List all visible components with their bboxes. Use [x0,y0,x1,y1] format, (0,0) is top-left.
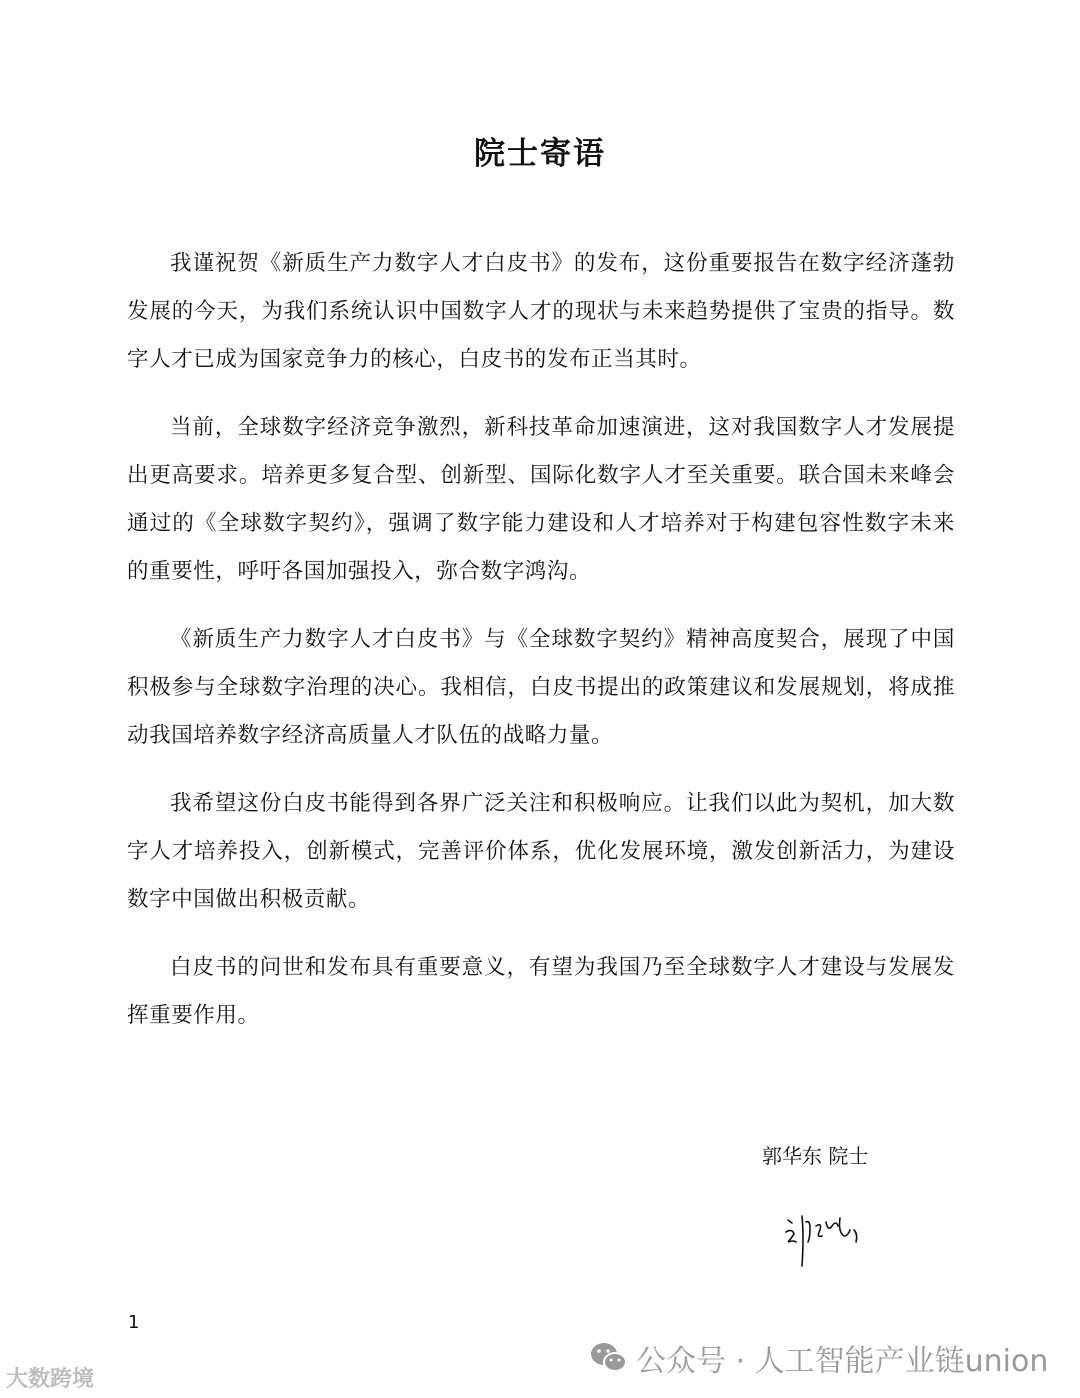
paragraph-4: 我希望这份白皮书能得到各界广泛关注和积极响应。让我们以此为契机，加大数字人才培养投入，创新模式，完善评价体系，优化发展环境，激发创新活力，为建设数字中国做出积极贡献。 [127,791,955,912]
corner-watermark: 大数跨境 [6,1367,95,1392]
wechat-icon [590,1341,628,1375]
signature-name: 郭华东 院士 [762,1144,869,1168]
paragraph-1: 我谨祝贺《新质生产力数字人才白皮书》的发布，这份重要报告在数字经济蓬勃发展的今天，为我们系统认识中国数字人才的现状与未来趋势提供了宝贵的指导。数字人才已成为国家竞争力的核心，白皮书的发布正当其时。 [127,251,955,372]
watermark-text: 公众号 · 人工智能产业链union [636,1344,1049,1379]
watermark [590,1336,1048,1380]
paragraph-3: 《新质生产力数字人才白皮书》与《全球数字契约》精神高度契合，展现了中国积极参与全球数字治理的决心。我相信，白皮书提出的政策建议和发展规划，将成推动我国培养数字经济高质量人才队伍的战略力量。 [127,627,955,748]
page-number: 1 [128,1312,140,1333]
document-body [127,240,955,1060]
paragraph-2: 当前，全球数字经济竞争激烈，新科技革命加速演进，这对我国数字人才发展提出更高要求。培养更多复合型、创新型、国际化数字人才至关重要。联合国未来峰会通过的《全球数字契约》，强调了数字能力建设和人才培养对于构建包容性数字未来的重要性，呼吁各国加强投入，弥合数字鸿沟。 [127,415,955,584]
page-title: 院士寄语 [474,136,606,172]
paragraph-5: 白皮书的问世和发布具有重要意义，有望为我国乃至全球数字人才建设与发展发挥重要作用。 [127,955,955,1028]
handwritten-signature [780,1200,870,1275]
